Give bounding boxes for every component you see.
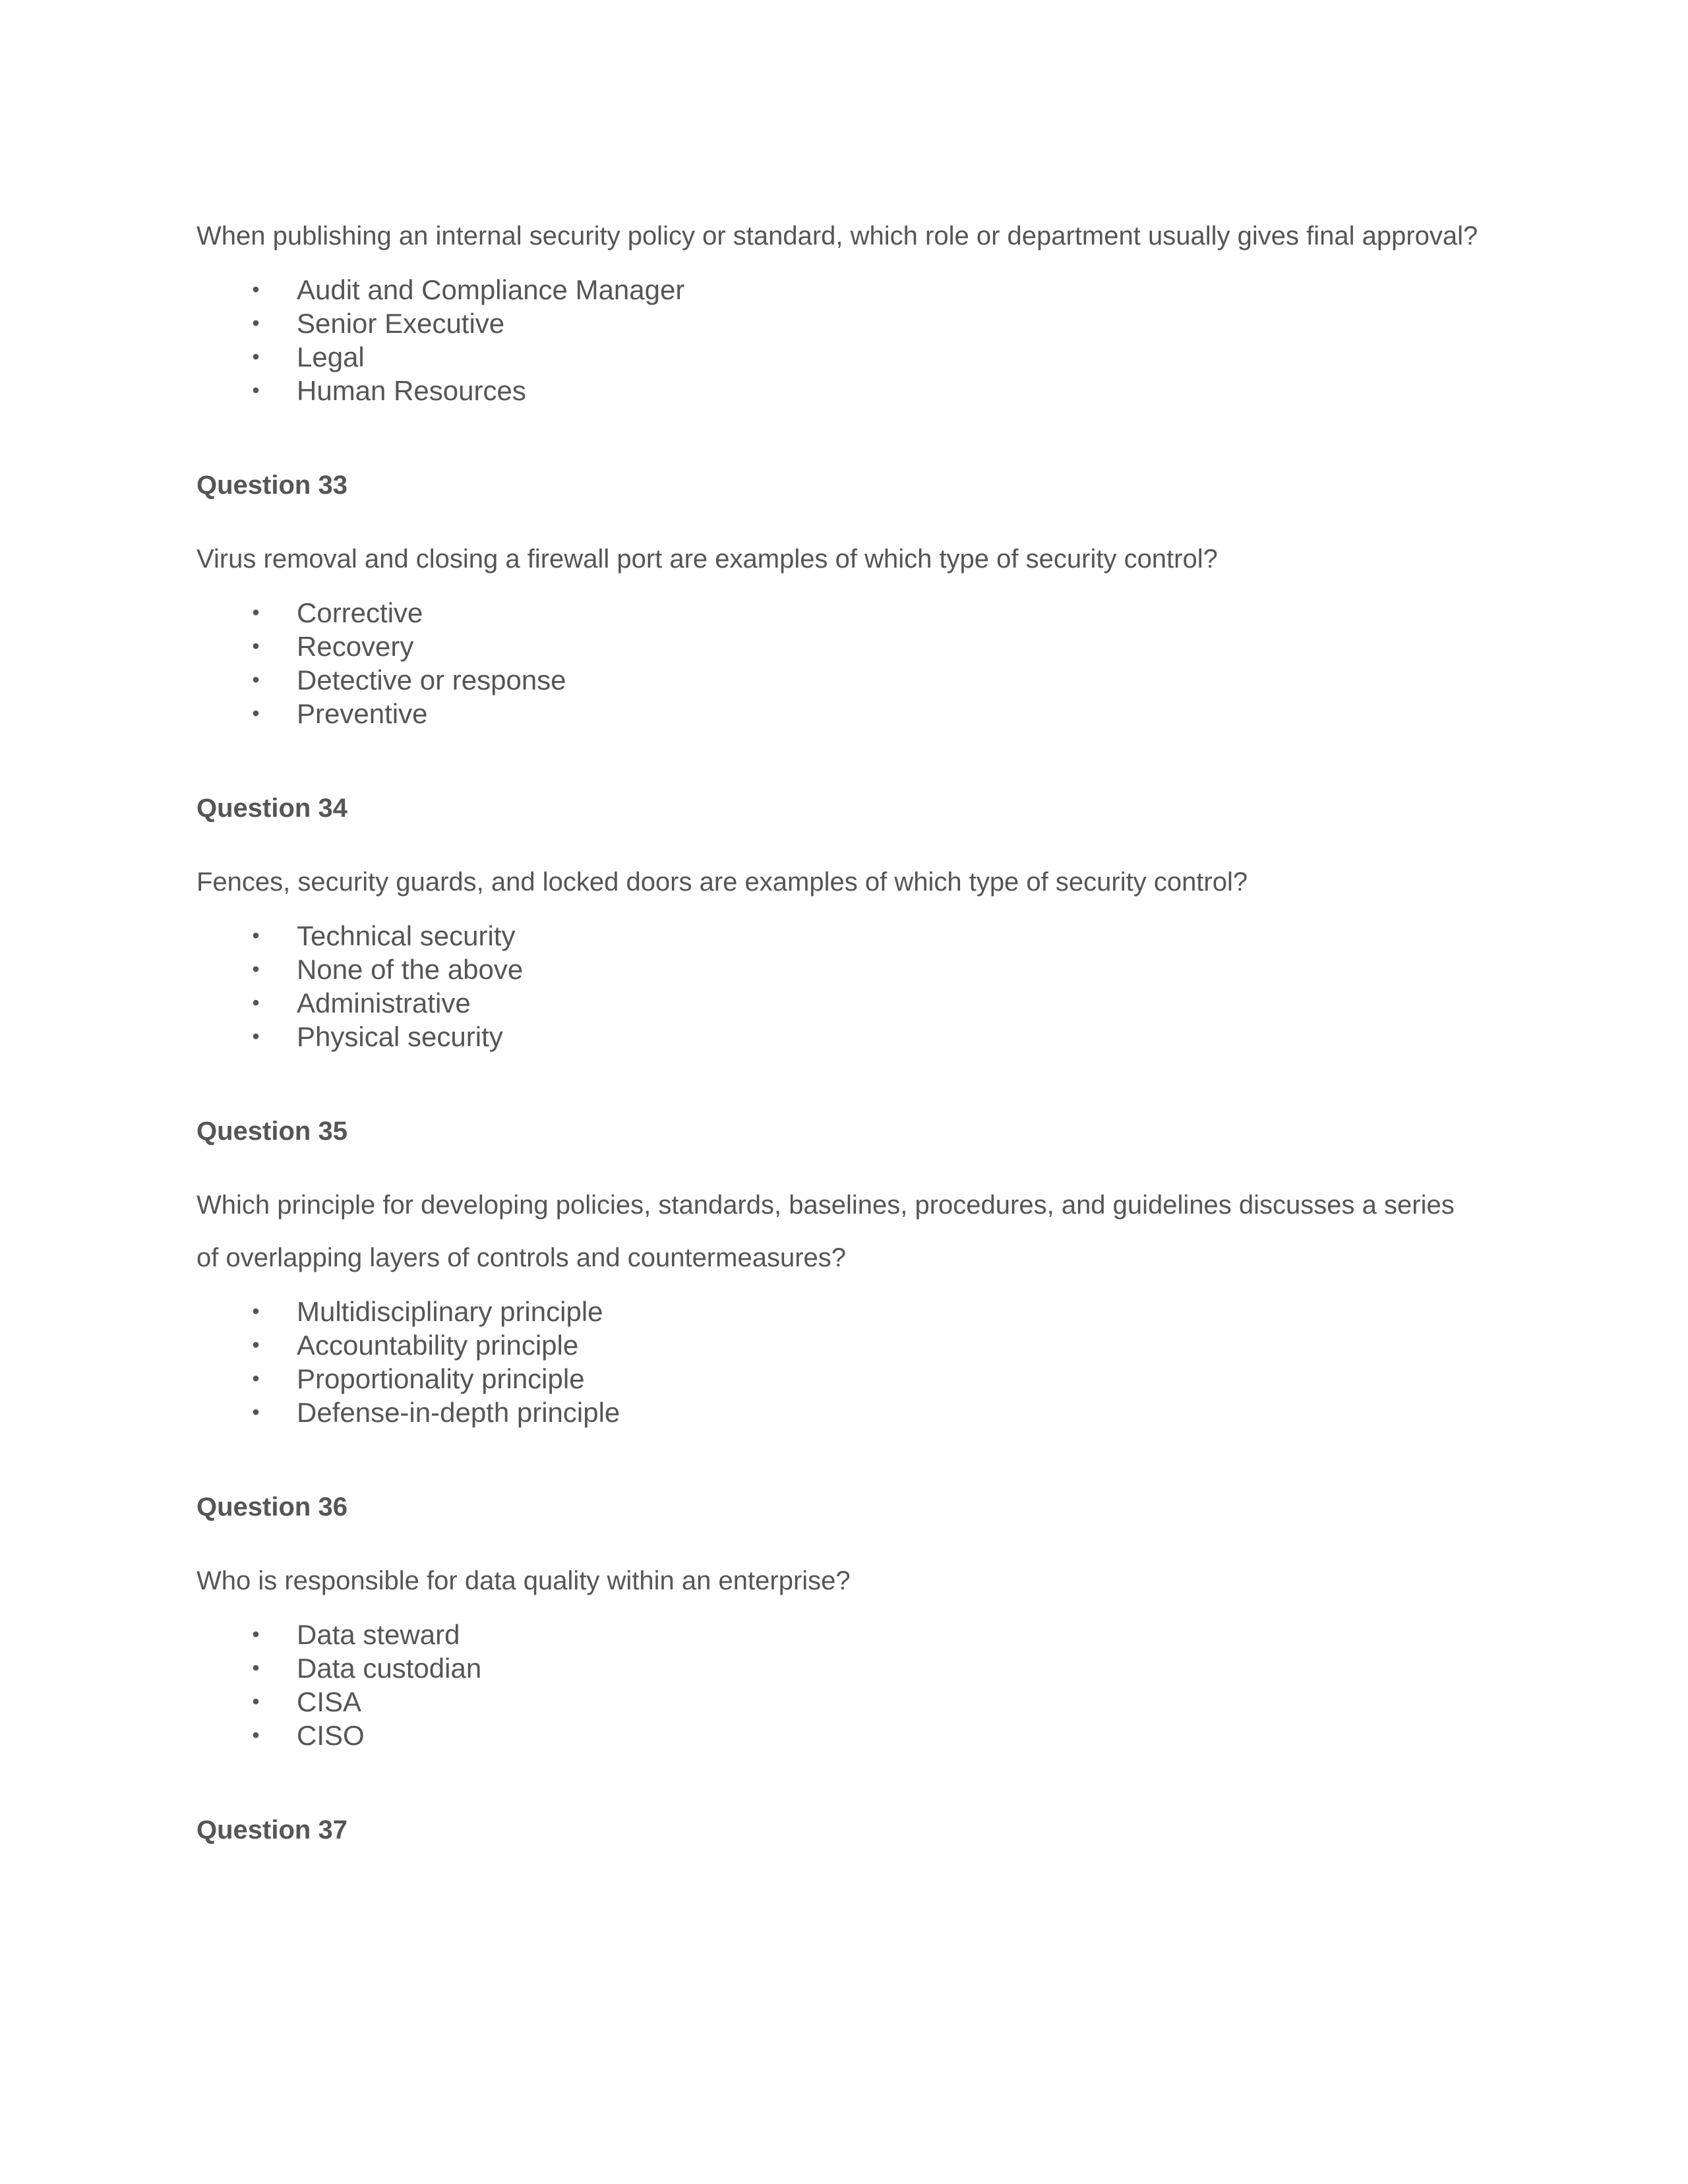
answer-option bbox=[196, 273, 1482, 307]
answer-option-text: Administrative bbox=[297, 988, 471, 1018]
answer-options-list bbox=[196, 596, 1482, 730]
answer-options-list bbox=[196, 1618, 1482, 1752]
question-heading: Question 37 bbox=[196, 1815, 347, 1845]
answer-option-text: Preventive bbox=[297, 698, 428, 729]
question-text: Virus removal and closing a firewall port are examples of which type of security control? bbox=[196, 545, 1218, 574]
answer-option bbox=[196, 340, 1482, 374]
bullet-icon: • bbox=[252, 1333, 260, 1357]
answer-option bbox=[196, 697, 1482, 730]
bullet-icon: • bbox=[252, 701, 260, 725]
answer-option bbox=[196, 1396, 1482, 1429]
answer-options-list bbox=[196, 919, 1482, 1053]
answer-option-text: CISO bbox=[297, 1720, 365, 1751]
answer-options-list bbox=[196, 1295, 1482, 1429]
answer-option bbox=[196, 1295, 1482, 1328]
answer-options-list bbox=[196, 273, 1482, 407]
answer-option-text: Physical security bbox=[297, 1021, 503, 1052]
bullet-icon: • bbox=[252, 345, 260, 369]
document-content bbox=[196, 210, 1482, 1850]
answer-option bbox=[196, 374, 1482, 407]
answer-option-text: Detective or response bbox=[297, 664, 566, 695]
bullet-icon: • bbox=[252, 311, 260, 335]
bullet-icon: • bbox=[252, 1656, 260, 1680]
question-heading: Question 36 bbox=[196, 1492, 347, 1521]
answer-option-text: Audit and Compliance Manager bbox=[297, 274, 685, 305]
answer-option bbox=[196, 919, 1482, 953]
answer-option-text: Proportionality principle bbox=[297, 1363, 585, 1394]
answer-option bbox=[196, 1362, 1482, 1396]
answer-option-text: Human Resources bbox=[297, 375, 526, 406]
question-block-34 bbox=[196, 788, 1482, 1053]
answer-option-text: Multidisciplinary principle bbox=[297, 1296, 603, 1327]
bullet-icon: • bbox=[252, 1622, 260, 1646]
question-block-35 bbox=[196, 1111, 1482, 1429]
bullet-icon: • bbox=[252, 1299, 260, 1323]
question-text: Which principle for developing policies, standards, baselines, procedures, and guidelines discusses a series of overlapping layers of controls and countermeasures? bbox=[196, 1191, 1455, 1272]
answer-option-text: Defense-in-depth principle bbox=[297, 1397, 620, 1428]
answer-option bbox=[196, 596, 1482, 630]
bullet-icon: • bbox=[252, 634, 260, 658]
answer-option bbox=[196, 1685, 1482, 1719]
question-text: Who is responsible for data quality within an enterprise? bbox=[196, 1566, 851, 1595]
answer-option bbox=[196, 307, 1482, 340]
answer-option bbox=[196, 1328, 1482, 1362]
answer-option bbox=[196, 1618, 1482, 1651]
question-heading: Question 35 bbox=[196, 1117, 347, 1146]
answer-option bbox=[196, 663, 1482, 697]
answer-option bbox=[196, 630, 1482, 663]
bullet-icon: • bbox=[252, 1367, 260, 1390]
bullet-icon: • bbox=[252, 924, 260, 947]
bullet-icon: • bbox=[252, 378, 260, 402]
answer-option-text: Senior Executive bbox=[297, 308, 505, 339]
answer-option-text: CISA bbox=[297, 1686, 362, 1717]
answer-option-text: Corrective bbox=[297, 597, 423, 628]
answer-option-text: Recovery bbox=[297, 631, 414, 662]
answer-option-text: Data custodian bbox=[297, 1653, 482, 1684]
bullet-icon: • bbox=[252, 1690, 260, 1713]
bullet-icon: • bbox=[252, 957, 260, 981]
bullet-icon: • bbox=[252, 991, 260, 1015]
question-block-36 bbox=[196, 1487, 1482, 1752]
answer-option-text: None of the above bbox=[297, 954, 524, 985]
answer-option bbox=[196, 1020, 1482, 1053]
question-block-37 bbox=[196, 1810, 1482, 1850]
answer-option-text: Technical security bbox=[297, 920, 516, 951]
bullet-icon: • bbox=[252, 1024, 260, 1048]
answer-option bbox=[196, 1651, 1482, 1685]
bullet-icon: • bbox=[252, 1400, 260, 1424]
answer-option bbox=[196, 1719, 1482, 1752]
answer-option-text: Legal bbox=[297, 341, 365, 372]
question-heading: Question 34 bbox=[196, 794, 347, 823]
bullet-icon: • bbox=[252, 278, 260, 301]
question-heading: Question 33 bbox=[196, 471, 347, 500]
answer-option bbox=[196, 986, 1482, 1020]
question-text: When publishing an internal security policy or standard, which role or department usually gives final approval? bbox=[196, 221, 1478, 251]
question-block-continued bbox=[196, 210, 1482, 407]
bullet-icon: • bbox=[252, 601, 260, 624]
answer-option-text: Data steward bbox=[297, 1619, 460, 1650]
bullet-icon: • bbox=[252, 1723, 260, 1747]
question-block-33 bbox=[196, 465, 1482, 730]
question-text: Fences, security guards, and locked doors are examples of which type of security control? bbox=[196, 868, 1248, 897]
bullet-icon: • bbox=[252, 668, 260, 692]
answer-option bbox=[196, 953, 1482, 986]
answer-option-text: Accountability principle bbox=[297, 1330, 579, 1361]
